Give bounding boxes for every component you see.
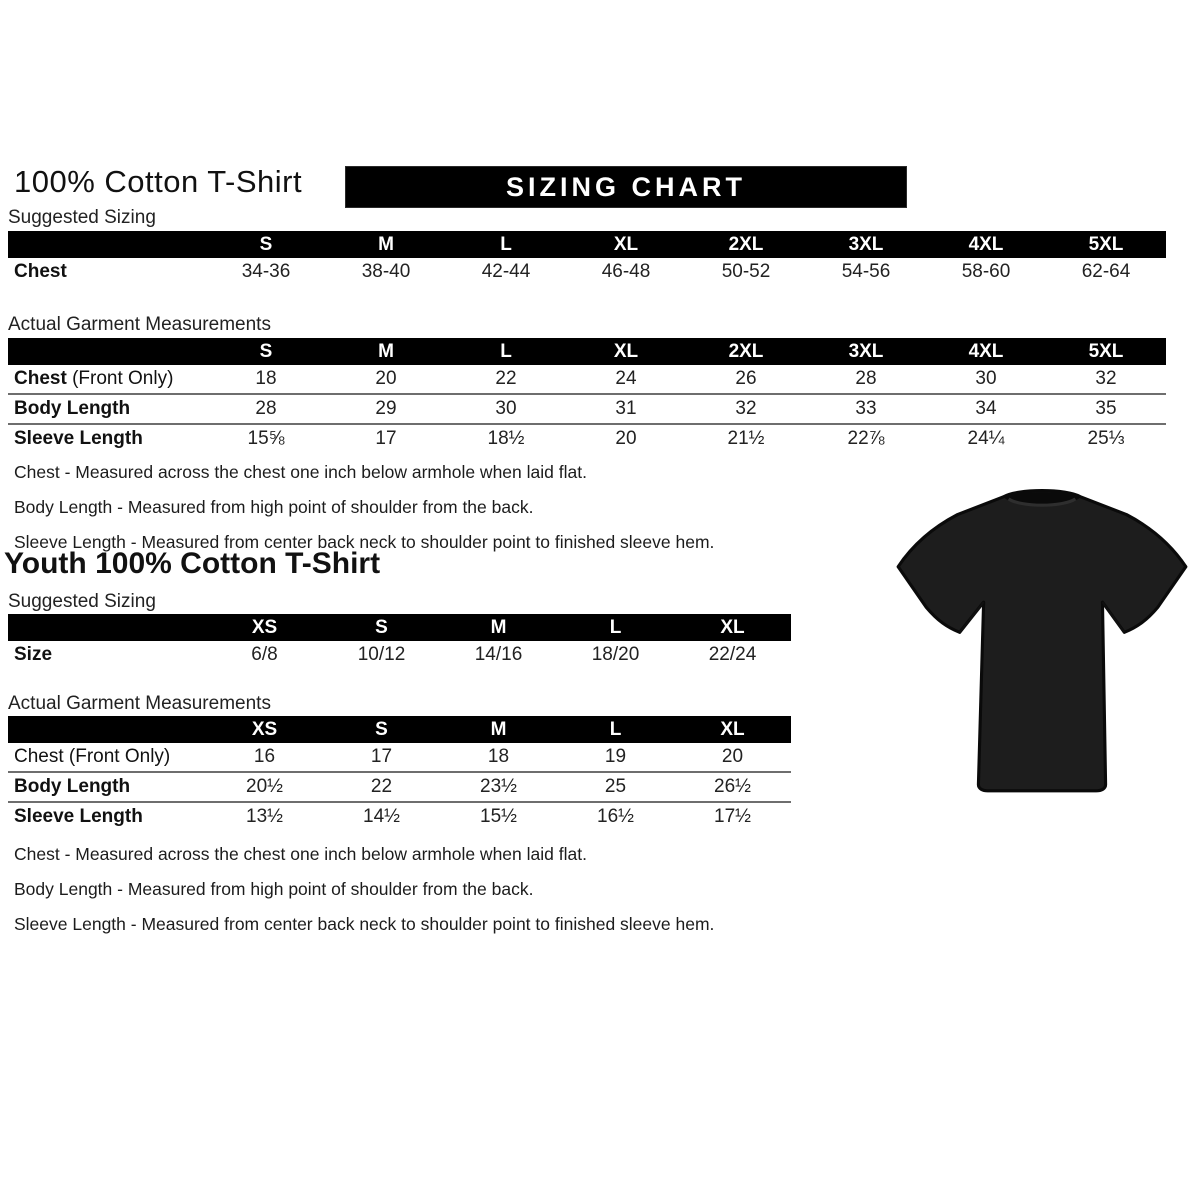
measurement-cell: 28: [206, 394, 326, 424]
measurement-cell: 62-64: [1081, 261, 1131, 282]
measurement-cell: 17: [326, 424, 446, 453]
size-column-header: M: [326, 338, 446, 365]
size-column-header: L: [446, 231, 566, 258]
measurement-cell: 10/12: [357, 644, 406, 665]
measurement-cell: 33: [806, 394, 926, 424]
measurement-cell: 25: [557, 772, 674, 802]
size-column-header: 2XL: [686, 231, 806, 258]
size-header-blank: [8, 231, 206, 258]
row-label-body-length: Body Length: [8, 394, 206, 424]
note-sleeve-length: Sleeve Length - Measured from center back neck to shoulder point to finished sleeve hem.: [14, 914, 715, 934]
measurement-cell: 46-48: [601, 261, 651, 282]
measurement-cell: 18: [255, 368, 277, 389]
measurement-cell: 18: [487, 746, 510, 767]
note-chest: Chest - Measured across the chest one inch below armhole when laid flat.: [14, 462, 587, 482]
table-row: [8, 365, 1166, 394]
measurement-cell: 32: [1095, 368, 1117, 389]
adult-suggested-sizing-table: [8, 231, 1166, 286]
size-column-header: XS: [206, 716, 323, 743]
size-column-header: 3XL: [806, 231, 926, 258]
size-column-header: 5XL: [1046, 338, 1166, 365]
sizing-chart-banner: [345, 166, 907, 208]
size-column-header: M: [440, 716, 557, 743]
size-column-header: 4XL: [926, 231, 1046, 258]
measurement-cell: 29: [326, 394, 446, 424]
measurement-cell: 31: [566, 394, 686, 424]
table-header-row: [8, 716, 791, 743]
size-column-header: XL: [674, 716, 791, 743]
table-row: [8, 258, 1166, 286]
size-column-header: 5XL: [1046, 231, 1166, 258]
measurement-cell: 34-36: [241, 261, 291, 282]
size-header-blank: [8, 614, 206, 641]
measurement-cell: 20: [566, 424, 686, 453]
note-sleeve-length: Sleeve Length - Measured from center back neck to shoulder point to finished sleeve hem.: [14, 532, 715, 552]
measurement-cell: 22: [495, 368, 517, 389]
measurement-cell: 22: [323, 772, 440, 802]
measurement-cell: 20: [375, 368, 397, 389]
size-header-blank: [8, 338, 206, 365]
measurement-cell: 26: [735, 368, 757, 389]
measurement-cell: 24: [615, 368, 637, 389]
row-label-sleeve-length: Sleeve Length: [8, 424, 206, 453]
black-tshirt-image: [884, 476, 1200, 820]
note-chest: Chest - Measured across the chest one inch below armhole when laid flat.: [14, 844, 587, 864]
size-column-header: XS: [206, 614, 323, 641]
measurement-cell: 16: [253, 746, 276, 767]
youth-section-title: Youth 100% Cotton T-Shirt: [4, 547, 381, 580]
measurement-cell: 25⅓: [1046, 424, 1166, 453]
row-label-chest-front-only: Chest (Front Only): [14, 368, 174, 389]
table-row: [8, 743, 791, 772]
measurement-cell: 42-44: [481, 261, 531, 282]
adult-suggested-sizing-label: Suggested Sizing: [8, 207, 1166, 234]
note-body-length: Body Length - Measured from high point of shoulder from the back.: [14, 497, 534, 517]
measurement-cell: 14/16: [474, 644, 523, 665]
size-header-blank: [8, 716, 206, 743]
table-header-row: [8, 614, 791, 641]
youth-suggested-sizing-label: Suggested Sizing: [8, 591, 791, 618]
youth-actual-measurements-label: Actual Garment Measurements: [8, 693, 791, 720]
measurement-cell: 26½: [674, 772, 791, 802]
size-column-header: XL: [566, 231, 686, 258]
measurement-cell: 18/20: [591, 644, 640, 665]
row-label-size: Size: [14, 644, 53, 665]
measurement-cell: 20: [721, 746, 744, 767]
size-column-header: S: [206, 231, 326, 258]
table-header-row: [8, 338, 1166, 365]
tshirt-icon: [884, 476, 1200, 820]
measurement-cell: 30: [446, 394, 566, 424]
row-label-sleeve-length: Sleeve Length: [8, 802, 206, 831]
size-column-header: 4XL: [926, 338, 1046, 365]
table-row: [8, 424, 1166, 453]
measurement-cell: 14½: [323, 802, 440, 831]
youth-actual-measurements-table: [8, 716, 791, 831]
table-row: [8, 802, 791, 831]
size-column-header: L: [557, 716, 674, 743]
size-column-header: S: [323, 614, 440, 641]
table-header-row: [8, 231, 1166, 258]
size-column-header: M: [326, 231, 446, 258]
size-column-header: S: [323, 716, 440, 743]
measurement-cell: 15⅝: [206, 424, 326, 453]
note-body-length: Body Length - Measured from high point of shoulder from the back.: [14, 879, 534, 899]
measurement-cell: 15½: [440, 802, 557, 831]
sizing-chart-banner-label: SIZING CHART: [506, 171, 746, 202]
page-title: 100% Cotton T-Shirt: [14, 164, 303, 199]
measurement-cell: 17: [370, 746, 393, 767]
measurement-cell: 19: [604, 746, 627, 767]
size-column-header: L: [557, 614, 674, 641]
measurement-cell: 35: [1046, 394, 1166, 424]
adult-actual-measurements-label: Actual Garment Measurements: [8, 314, 1166, 341]
measurement-cell: 23½: [440, 772, 557, 802]
size-column-header: S: [206, 338, 326, 365]
size-column-header: 2XL: [686, 338, 806, 365]
measurement-cell: 24¼: [926, 424, 1046, 453]
table-row: [8, 394, 1166, 424]
adult-actual-measurements-table: [8, 338, 1166, 453]
size-column-header: M: [440, 614, 557, 641]
row-label-body-length: Body Length: [8, 772, 206, 802]
measurement-cell: 22⅞: [806, 424, 926, 453]
measurement-cell: 22/24: [708, 644, 757, 665]
measurement-cell: 17½: [674, 802, 791, 831]
measurement-cell: 6/8: [251, 644, 278, 665]
adult-measurement-notes: [14, 455, 714, 560]
row-label-chest: Chest: [14, 261, 67, 282]
measurement-cell: 20½: [206, 772, 323, 802]
size-column-header: XL: [566, 338, 686, 365]
measurement-cell: 38-40: [361, 261, 411, 282]
measurement-cell: 58-60: [961, 261, 1011, 282]
measurement-cell: 13½: [206, 802, 323, 831]
measurement-cell: 18½: [446, 424, 566, 453]
measurement-cell: 50-52: [721, 261, 771, 282]
size-column-header: L: [446, 338, 566, 365]
youth-measurement-notes: [14, 837, 714, 942]
measurement-cell: 32: [686, 394, 806, 424]
measurement-cell: 16½: [557, 802, 674, 831]
youth-suggested-sizing-table: [8, 614, 791, 669]
measurement-cell: 21½: [686, 424, 806, 453]
table-row: [8, 641, 791, 669]
measurement-cell: 54-56: [841, 261, 891, 282]
size-column-header: 3XL: [806, 338, 926, 365]
measurement-cell: 28: [855, 368, 877, 389]
size-column-header: XL: [674, 614, 791, 641]
measurement-cell: 34: [926, 394, 1046, 424]
measurement-cell: 30: [975, 368, 997, 389]
row-label-chest-front-only: Chest (Front Only): [14, 746, 171, 767]
table-row: [8, 772, 791, 802]
